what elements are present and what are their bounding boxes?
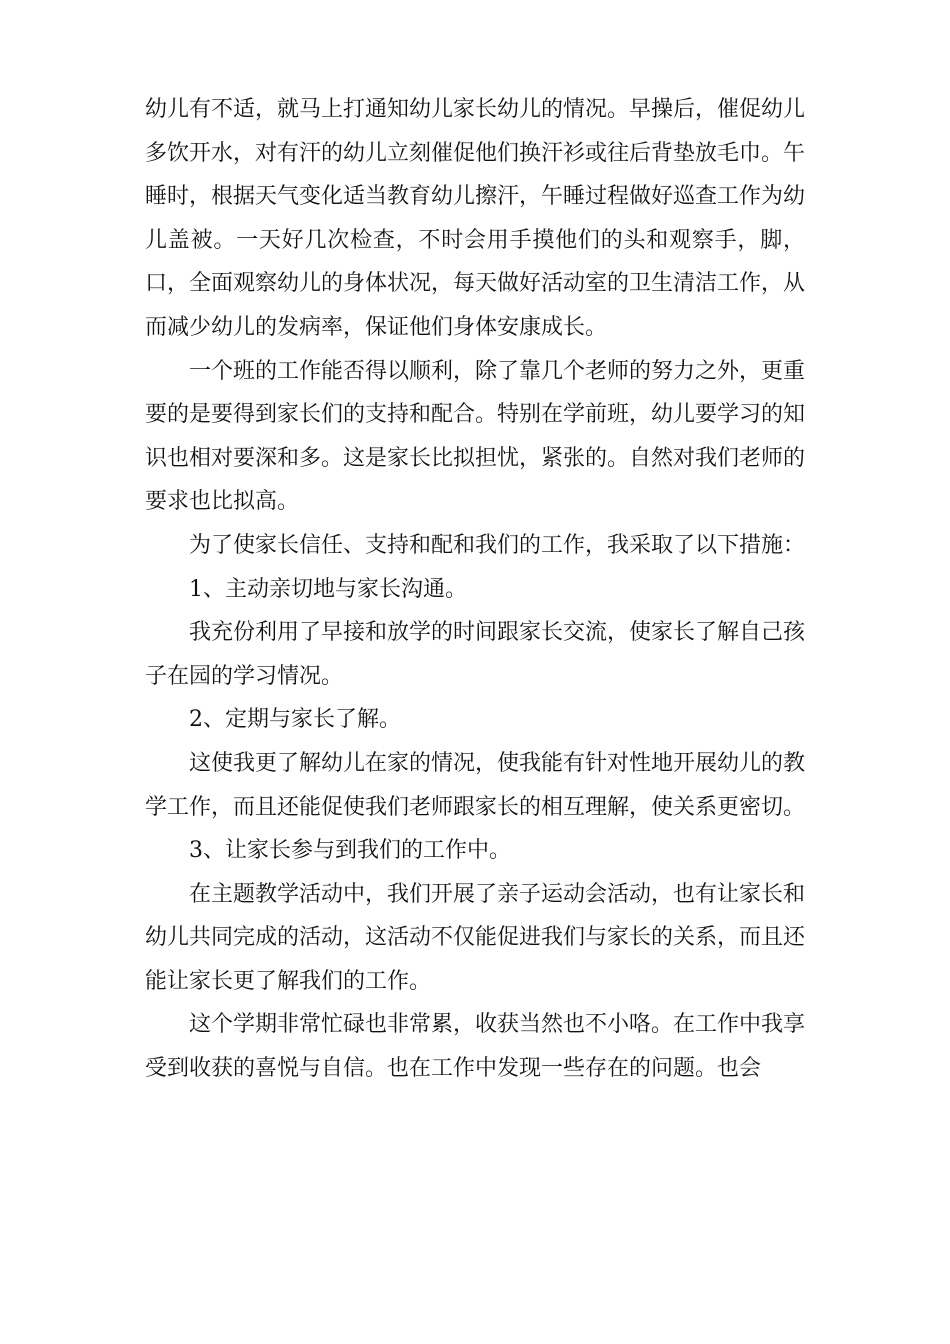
paragraph-7: 这个学期非常忙碌也非常累，收获当然也不小咯。在工作中我享受到收获的喜悦与自信。也在工作中发现一些存在的问题。也会 — [145, 1012, 806, 1082]
paragraph-1: 幼儿有不适，就马上打通知幼儿家长幼儿的情况。早操后，催促幼儿多饮开水，对有汗的幼儿立刻催促他们换汗衫或往后背垫放毛巾。午睡时，根据天气变化适当教育幼儿擦汗，午睡过程做好巡查工作为幼儿盖被。一天好几次检查，不时会用手摸他们的头和观察手，脚，口，全面观察幼儿的身体状况，每天做好活动室的卫生清洁工作，从而减少幼儿的发病率，保证他们身体安康成长。 — [145, 97, 806, 340]
paragraph-3: 为了使家长信任、支持和配和我们的工作，我采取了以下措施： — [189, 532, 806, 558]
list-heading-1: 1、主动亲切地与家长沟通。 — [189, 576, 467, 602]
list-heading-3: 3、让家长参与到我们的工作中。 — [189, 838, 511, 864]
paragraph-4: 我充份利用了早接和放学的时间跟家长交流，使家长了解自己孩子在园的学习情况。 — [145, 620, 806, 689]
document-body — [145, 88, 805, 1091]
paragraph-5: 这使我更了解幼儿在家的情况，使我能有针对性地开展幼儿的教学工作，而且还能促使我们老师跟家长的相互理解，使关系更密切。 — [145, 750, 806, 820]
list-heading-2: 2、定期与家长了解。 — [189, 707, 401, 733]
paragraph-2: 一个班的工作能否得以顺利，除了靠几个老师的努力之外，更重要的是要得到家长们的支持和配合。特别在学前班，幼儿要学习的知识也相对要深和多。这是家长比拟担忧，紧张的。自然对我们老师的要求也比拟高。 — [145, 358, 806, 515]
paragraph-6: 在主题教学活动中，我们开展了亲子运动会活动，也有让家长和幼儿共同完成的活动，这活动不仅能促进我们与家长的关系，而且还能让家长更了解我们的工作。 — [145, 881, 806, 994]
